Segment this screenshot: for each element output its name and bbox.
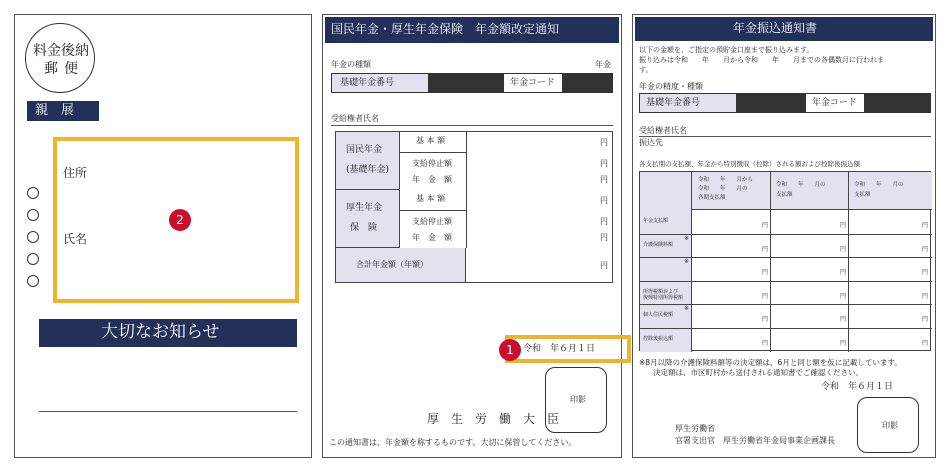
basic-number-bar [331,73,613,93]
row-suspended-label: 支給停止額 [412,159,452,168]
yen-unit: 円 [762,269,769,277]
row-annual-label: 年 金 額 [412,233,452,242]
punch-hole [27,253,39,265]
yen-unit: 円 [600,175,608,184]
yen-unit: 円 [762,340,769,347]
revision-notice-panel [322,14,622,458]
yen-unit: 円 [762,245,769,253]
basic-number-label: 基礎年金番号 [340,78,395,88]
name-label: 氏名 [63,232,88,246]
pension-code-label: 年金コード [812,98,858,108]
col-header: 各期支払額 [698,195,726,201]
national-pension-label: 国民年金 [346,145,383,155]
intro-line: 振り込みは令和 年 月から令和 年 月までの各偶数月に行われま [639,56,884,64]
type-label: 年金の精度・種類 [639,82,703,91]
issuer-name: 官署支出官 厚生労働省年金局事業企画課長 [675,436,835,445]
row-basic-label: 基 本 額 [416,194,446,203]
transfer-destination-label: 振込先 [639,138,663,147]
yen-unit: 円 [840,292,847,300]
transfer-title: 年金振込通知書 [733,21,818,35]
punch-hole [27,231,39,243]
yen-unit: 円 [922,340,929,347]
breakdown-label: 各支払期の支払額、年金から特別徴収（控除）される額および控除後振込額 [639,160,860,168]
envelope-panel [14,14,312,458]
revision-title-bar [325,17,619,43]
postage-line2: 郵便 [44,61,84,77]
yen-unit: 円 [840,269,847,277]
yen-unit: 円 [600,233,608,242]
row-divider [640,281,932,282]
punch-hole [27,209,39,221]
row-divider [640,328,932,329]
asterisk-mark: ※ [684,234,690,242]
note-line: ※8月以降の介護保険料額等の決定額は、6月と同じ額を仮に記載しています。 [639,358,902,367]
yen-unit: 円 [922,316,929,324]
breakdown-row-label: 控除後振込額 [643,336,674,342]
asterisk-mark: ※ [684,305,690,313]
intro-line: 以下の金額を、ご指定の預貯金口座まで振り込みます。 [639,46,814,54]
postage-line1: 料金後納 [33,43,89,59]
row-basic-label: 基 本 額 [416,136,446,145]
col-header: 令和 年 月の [776,182,826,188]
yen-unit: 円 [600,159,608,168]
basic-number-label: 基礎年金番号 [646,98,701,108]
address-label: 住所 [63,166,88,180]
callout-badge-2: 2 [169,209,191,231]
amount-table: 国民年金 (基礎年金) 厚生年金 保 険 基 本 額 支給停止額 年 金 額 基 本 額 支給停止額 年 金 額 円 円 円 円 円 円 合計年金額（年額） 円 [335,131,613,283]
yen-unit: 円 [600,261,608,270]
yen-unit: 円 [840,222,847,229]
welfare-pension-label: 厚生年金 [346,203,383,213]
breakdown-table [639,171,931,351]
revision-title: 国民年金・厚生年金保険 年金額改定通知 [331,22,560,36]
breakdown-row-label: 年金支払額 [643,218,669,224]
recipient-label: 受給権者氏名 [639,126,687,135]
col-header: 令和 年 月の [698,186,748,192]
ministry-name: 厚生労働省 [675,424,715,433]
pension-unit: 年金 [595,60,611,69]
yen-unit: 円 [840,340,847,347]
revision-date: 令和 年６月１日 [523,344,596,354]
yen-unit: 円 [600,196,608,205]
yen-unit: 円 [840,245,847,253]
minister-name: 厚 生 労 働 大 臣 [427,412,560,426]
yen-unit: 円 [762,222,769,229]
shinten-label: 親 展 [27,101,99,121]
basic-number-bar [639,93,931,113]
punch-hole [27,275,39,287]
transfer-title-bar [635,17,933,41]
yen-unit: 円 [600,138,608,147]
asterisk-mark: ※ [684,258,690,266]
row-suspended-label: 支給停止額 [412,217,452,226]
breakdown-row-label: 所得税額および 復興特別所得税額 [643,288,684,302]
yen-unit: 円 [922,269,929,277]
yen-unit: 円 [600,217,608,226]
col-header: 支払額 [854,192,871,198]
callout-badge-1: 1 [499,339,521,361]
note-line: 決定額は、市区町村から送付される通知書でご確認ください。 [653,368,863,377]
divider-line [39,411,297,412]
postage-stamp [25,23,95,93]
yen-unit: 円 [922,292,929,300]
yen-unit: 円 [922,245,929,253]
important-notice-banner: 大切なお知らせ [39,319,297,347]
total-label: 合計年金額（年額） [356,260,428,269]
seal-stamp: 印影 [545,367,607,433]
punch-hole [27,187,39,199]
col-header: 令和 年 月の [854,182,904,188]
breakdown-row-label: 介護保険料額 [643,241,674,248]
breakdown-row-label: 個人住民税額 [643,312,674,319]
recipient-label: 受給権者氏名 [331,114,379,123]
yen-unit: 円 [922,222,929,229]
intro-line: す。 [639,66,653,74]
pension-code-label: 年金コード [510,78,556,88]
transfer-date: 令和 年６月１日 [821,382,894,392]
yen-unit: 円 [762,316,769,324]
footer-note: この通知書は、年金額を称するものです。大切に保管してください。 [329,438,577,447]
transfer-notice-panel [632,14,936,458]
row-annual-label: 年 金 額 [412,175,452,184]
yen-unit: 円 [840,316,847,324]
yen-unit: 円 [762,292,769,300]
seal-stamp: 印影 [857,397,919,453]
col-header: 令和 年 月から [698,177,754,183]
pension-type-label: 年金の種類 [331,60,371,69]
col-header: 支払額 [776,192,793,198]
